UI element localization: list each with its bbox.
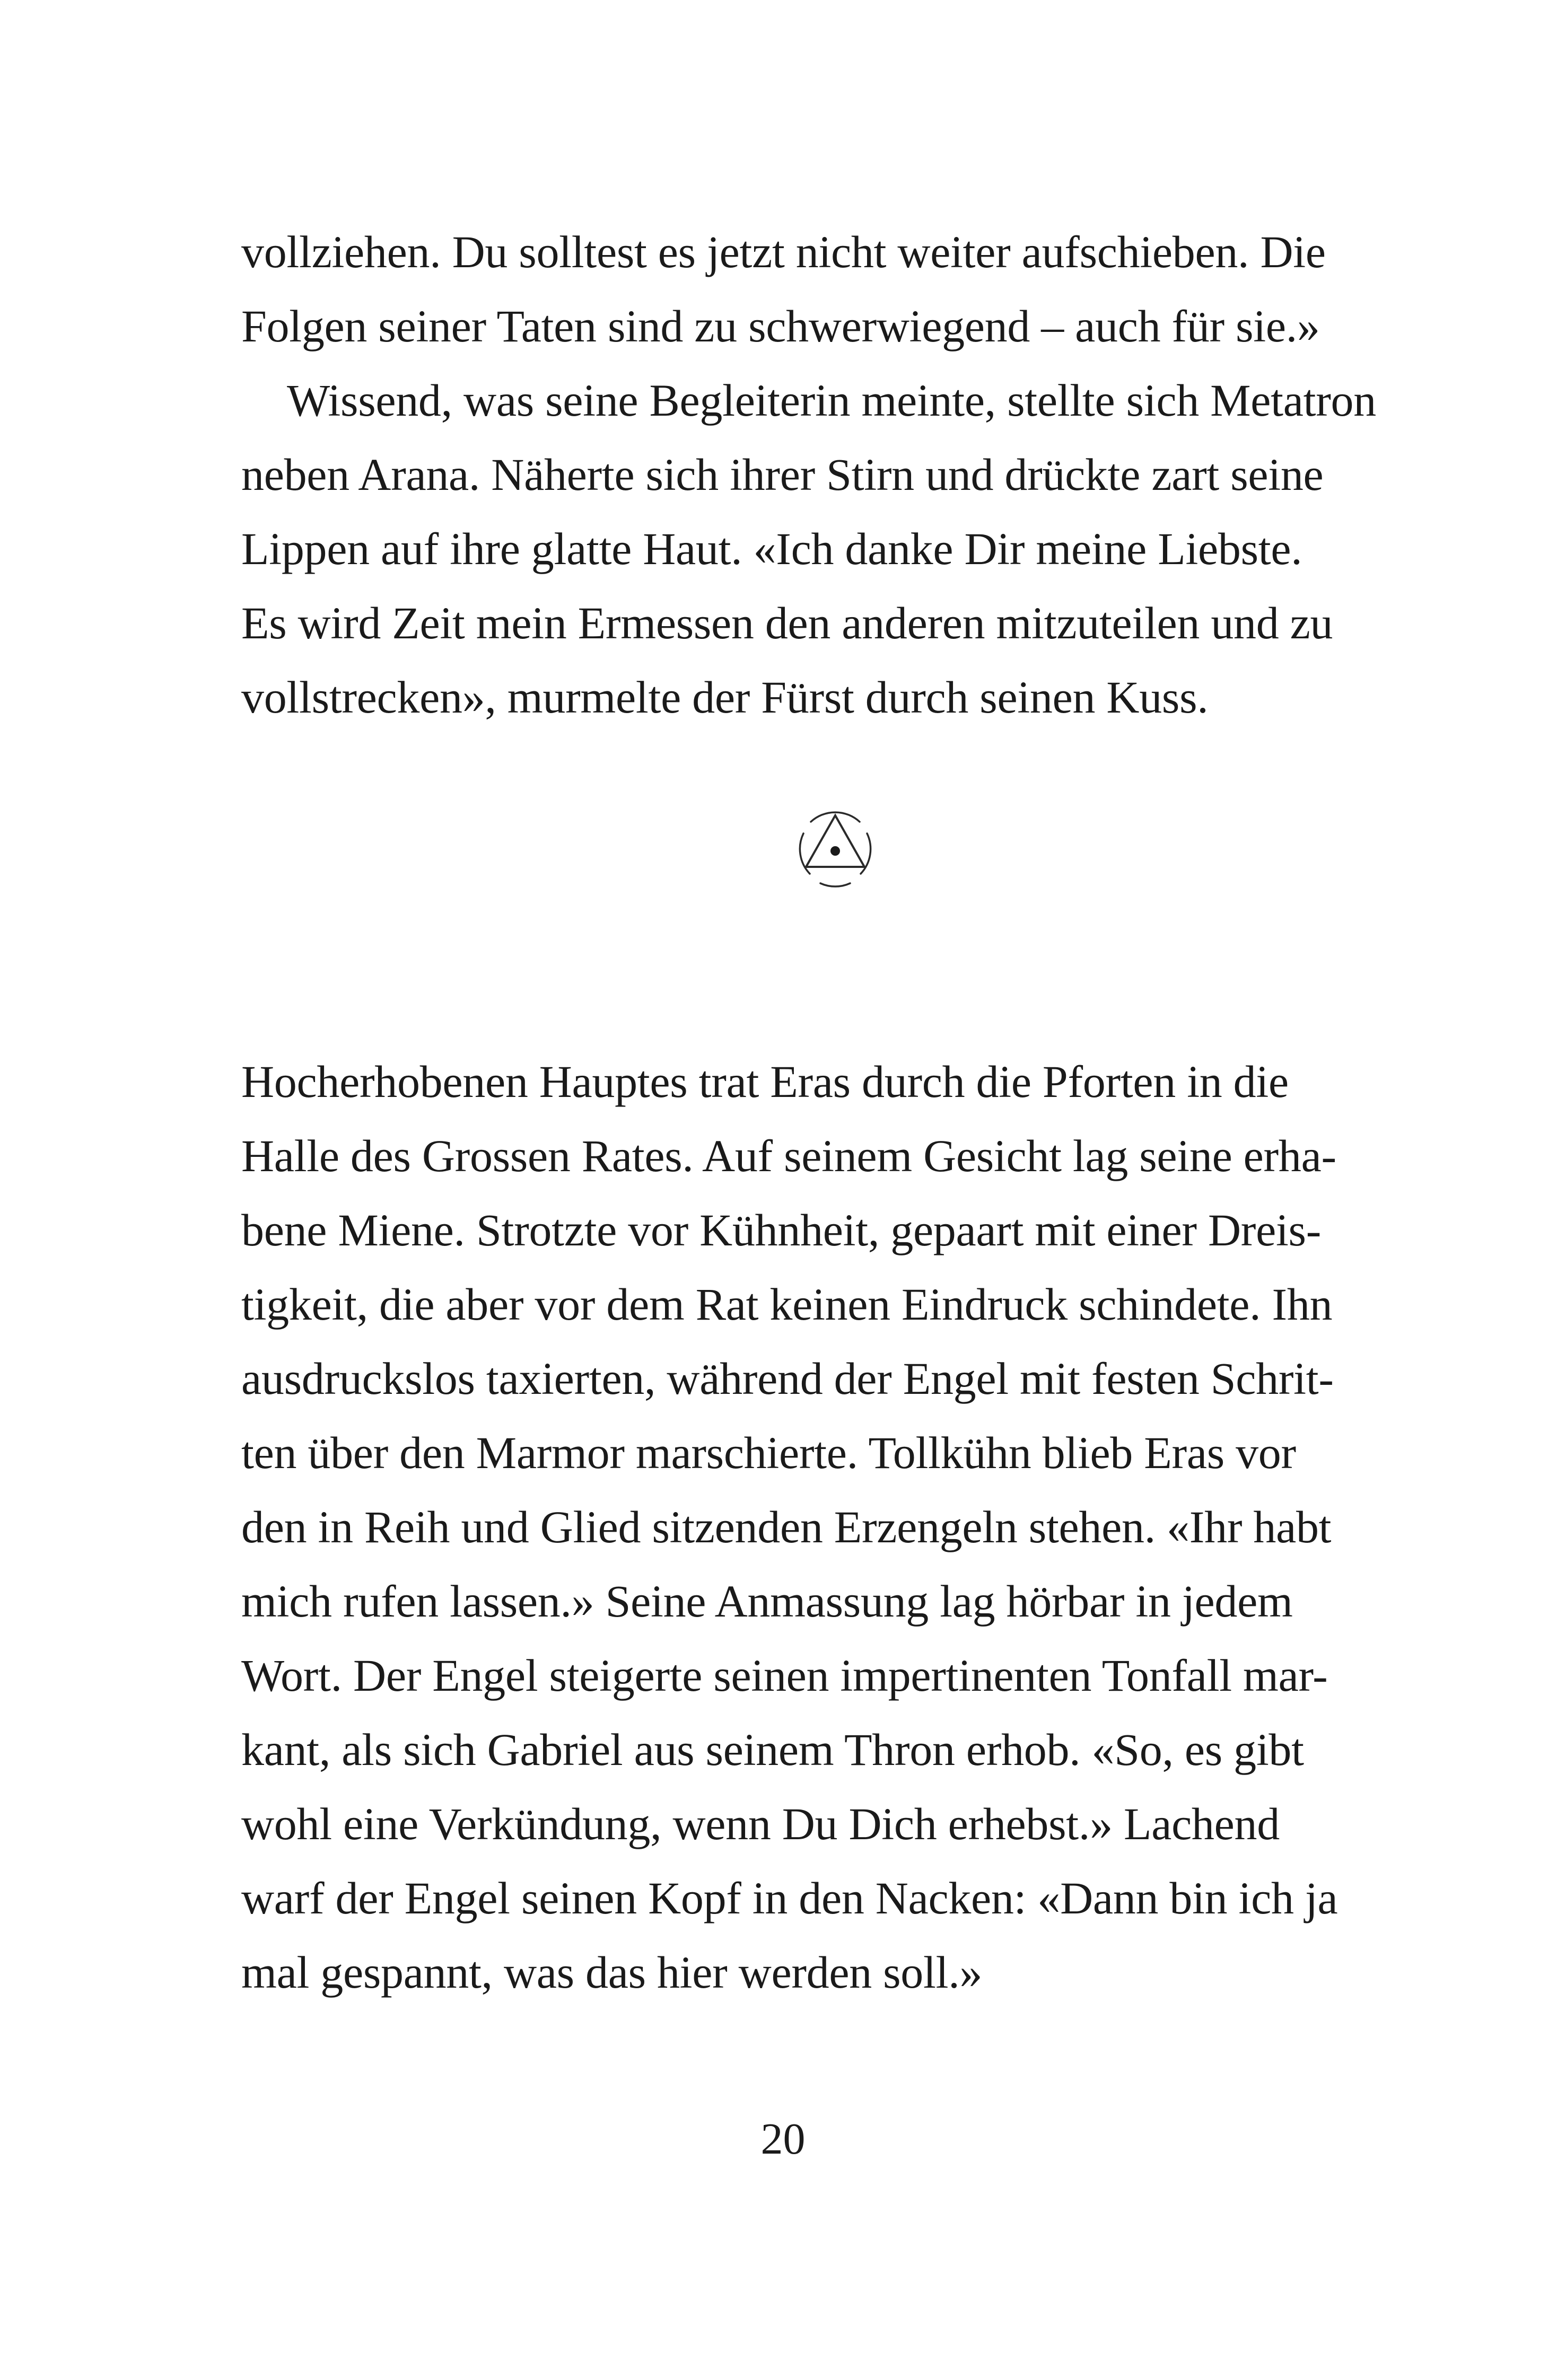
text-line: neben Arana. Näherte sich ihrer Stirn und drückte zart seine: [241, 449, 1324, 500]
text-line: bene Miene. Strotzte vor Kühnheit, gepaart mit einer Dreis-: [241, 1205, 1322, 1255]
text-line: mal gespannt, was das hier werden soll.»: [241, 1947, 983, 1998]
text-line: Es wird Zeit mein Ermessen den anderen mitzuteilen und zu: [241, 598, 1333, 648]
page-number: 20: [760, 2114, 806, 2164]
text-line: Hocherhobenen Hauptes trat Eras durch die Pforten in die: [241, 1056, 1289, 1107]
text-line: Wort. Der Engel steigerte seinen impertinenten Tonfall mar-: [241, 1650, 1328, 1701]
text-line: vollstrecken», murmelte der Fürst durch seinen Kuss.: [241, 672, 1209, 723]
text-line: den in Reih und Glied sitzenden Erzengeln stehen. «Ihr habt: [241, 1501, 1332, 1552]
circled-triangle-dot-icon: [788, 801, 883, 896]
text-line: ten über den Marmor marschierte. Tollkühn blieb Eras vor: [241, 1427, 1296, 1478]
text-line: wohl eine Verkündung, wenn Du Dich erhebst.» Lachend: [241, 1798, 1280, 1849]
text-block-top: [241, 215, 1376, 734]
text-block-bottom: [241, 1044, 1376, 2009]
text-line: tigkeit, die aber vor dem Rat keinen Eindruck schindete. Ihn: [241, 1279, 1333, 1330]
text-line: ausdruckslos taxierten, während der Engel mit festen Schrit-: [241, 1353, 1334, 1404]
text-line: warf der Engel seinen Kopf in den Nacken: «Dann bin ich ja: [241, 1873, 1338, 1924]
text-line: kant, als sich Gabriel aus seinem Thron erhob. «So, es gibt: [241, 1724, 1304, 1775]
text-line: Lippen auf ihre glatte Haut. «Ich danke Dir meine Liebste.: [241, 523, 1302, 574]
text-line: Folgen seiner Taten sind zu schwerwiegend – auch für sie.»: [241, 301, 1320, 352]
text-line: vollziehen. Du solltest es jetzt nicht weiter aufschieben. Die: [241, 226, 1326, 277]
text-line: Wissend, was seine Begleiterin meinte, stellte sich Metatron: [287, 375, 1376, 426]
text-line: mich rufen lassen.» Seine Anmassung lag hörbar in jedem: [241, 1576, 1293, 1627]
text-line: Halle des Grossen Rates. Auf seinem Gesicht lag seine erha-: [241, 1130, 1336, 1181]
